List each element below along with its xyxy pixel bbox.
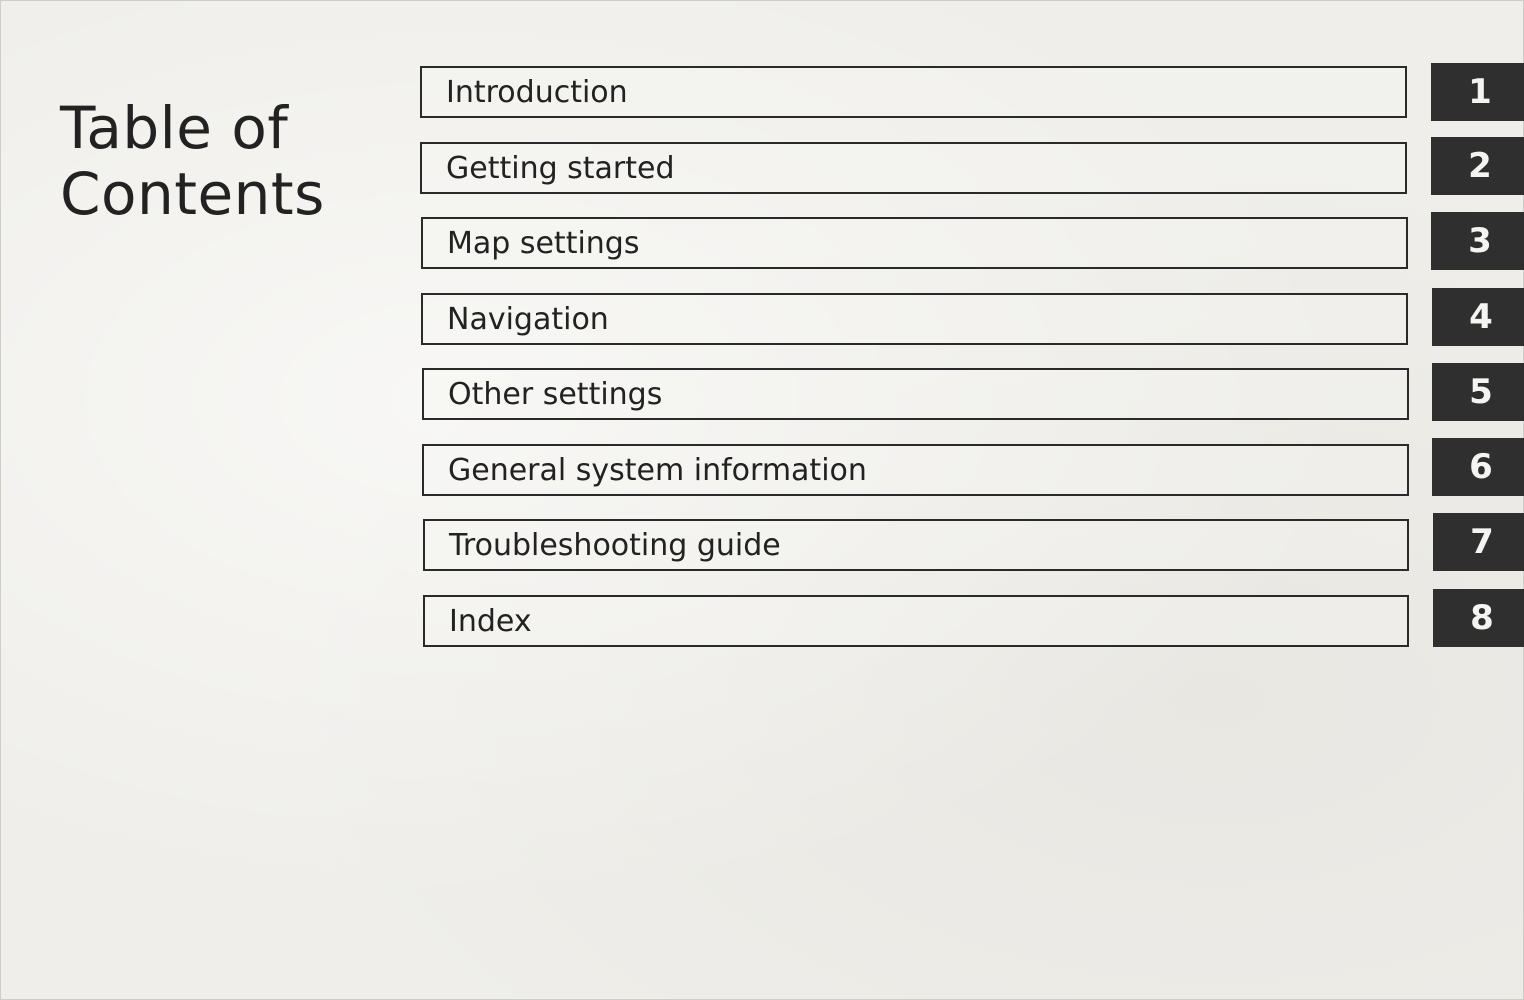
toc-entry-general-system-information[interactable] xyxy=(422,444,1409,496)
toc-entry-label: Introduction xyxy=(446,74,628,110)
toc-entry-label: Index xyxy=(449,603,532,639)
chapter-number: 8 xyxy=(1470,598,1494,638)
toc-entry-introduction[interactable] xyxy=(420,66,1407,118)
chapter-tab-1[interactable] xyxy=(1431,63,1524,121)
chapter-tab-8[interactable] xyxy=(1433,589,1524,647)
chapter-tab-6[interactable] xyxy=(1432,438,1524,496)
toc-entry-label: General system information xyxy=(448,452,867,488)
toc-entry-navigation[interactable] xyxy=(421,293,1408,345)
toc-entry-label: Troubleshooting guide xyxy=(449,527,781,563)
chapter-tab-3[interactable] xyxy=(1431,212,1524,270)
chapter-tab-7[interactable] xyxy=(1433,513,1524,571)
page-title-line-2: Contents xyxy=(60,159,325,228)
toc-entry-label: Other settings xyxy=(448,376,663,412)
toc-entry-label: Map settings xyxy=(447,225,640,261)
toc-entry-troubleshooting-guide[interactable] xyxy=(423,519,1409,571)
chapter-number: 2 xyxy=(1468,146,1492,186)
chapter-number: 3 xyxy=(1468,221,1492,261)
chapter-tab-4[interactable] xyxy=(1432,288,1524,346)
chapter-number: 6 xyxy=(1469,447,1493,487)
page-title-line-1: Table of xyxy=(60,93,289,162)
toc-entry-index[interactable] xyxy=(423,595,1409,647)
toc-entry-map-settings[interactable] xyxy=(421,217,1408,269)
toc-entry-other-settings[interactable] xyxy=(422,368,1409,420)
chapter-number: 7 xyxy=(1470,522,1494,562)
chapter-tab-5[interactable] xyxy=(1432,363,1524,421)
toc-entry-label: Getting started xyxy=(446,150,675,186)
toc-entry-label: Navigation xyxy=(447,301,609,337)
toc-entry-getting-started[interactable] xyxy=(420,142,1407,194)
chapter-tab-2[interactable] xyxy=(1431,137,1524,195)
chapter-number: 4 xyxy=(1469,297,1493,337)
chapter-number: 1 xyxy=(1468,72,1492,112)
chapter-number: 5 xyxy=(1469,372,1493,412)
